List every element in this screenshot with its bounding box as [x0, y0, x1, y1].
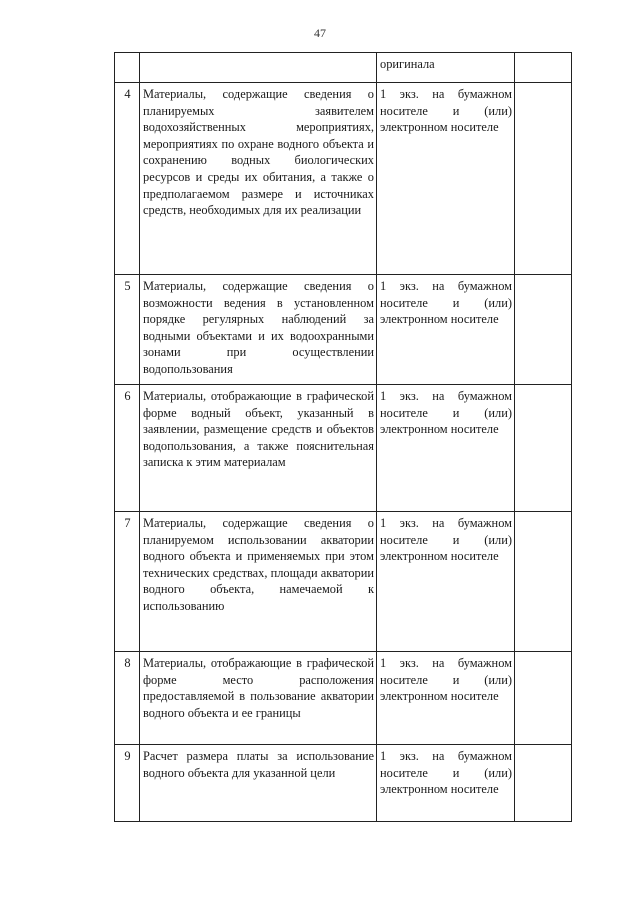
notes-cell	[515, 83, 572, 275]
row-number: 5	[115, 275, 140, 385]
submission-form: 1 экз. на бумажном носителе и (или) электронном носителе	[377, 83, 515, 275]
notes-cell	[515, 652, 572, 745]
document-description: Материалы, содержащие сведения о возможности ведения в установленном порядке регулярных наблюдений за водными объектами и их водоохранными зонами при осуществлении водопользования	[140, 275, 377, 385]
submission-form: 1 экз. на бумажном носителе и (или) электронном носителе	[377, 385, 515, 512]
table-row	[115, 745, 572, 822]
table-row	[115, 512, 572, 652]
submission-form: 1 экз. на бумажном носителе и (или) электронном носителе	[377, 745, 515, 822]
document-description: Материалы, отображающие в графической форме место расположения предоставляемой в пользование акватории водного объекта и ее границы	[140, 652, 377, 745]
notes-cell	[515, 745, 572, 822]
document-description: Материалы, отображающие в графической форме водный объект, указанный в заявлении, размещение средств и объектов водопользования, а также пояснительная записка к этим материалам	[140, 385, 377, 512]
row-number	[115, 53, 140, 83]
notes-cell	[515, 275, 572, 385]
submission-form: 1 экз. на бумажном носителе и (или) электронном носителе	[377, 512, 515, 652]
row-number: 7	[115, 512, 140, 652]
table-row	[115, 83, 572, 275]
row-number: 8	[115, 652, 140, 745]
row-number: 6	[115, 385, 140, 512]
row-number: 4	[115, 83, 140, 275]
notes-cell	[515, 512, 572, 652]
submission-form: 1 экз. на бумажном носителе и (или) электронном носителе	[377, 652, 515, 745]
notes-cell	[515, 53, 572, 83]
table-row	[115, 652, 572, 745]
document-description: Материалы, содержащие сведения о планируемом использовании акватории водного объекта и применяемых при этом технических средствах, площади акватории водного объекта, намечаемой к использованию	[140, 512, 377, 652]
table-row	[115, 53, 572, 83]
document-description	[140, 53, 377, 83]
document-description: Расчет размера платы за использование водного объекта для указанной цели	[140, 745, 377, 822]
submission-form: оригинала	[377, 53, 515, 83]
page-number: 47	[314, 26, 326, 40]
submission-form: 1 экз. на бумажном носителе и (или) электронном носителе	[377, 275, 515, 385]
documents-table	[114, 52, 572, 822]
row-number: 9	[115, 745, 140, 822]
table-row	[115, 385, 572, 512]
notes-cell	[515, 385, 572, 512]
document-description: Материалы, содержащие сведения о планируемых заявителем водохозяйственных мероприятиях, мероприятиях по охране водного объекта и сохранению водных биологических ресурсов и среды их обитания, а также о предполагаемом размере и источниках средств, необходимых для их реализации	[140, 83, 377, 275]
table-row	[115, 275, 572, 385]
